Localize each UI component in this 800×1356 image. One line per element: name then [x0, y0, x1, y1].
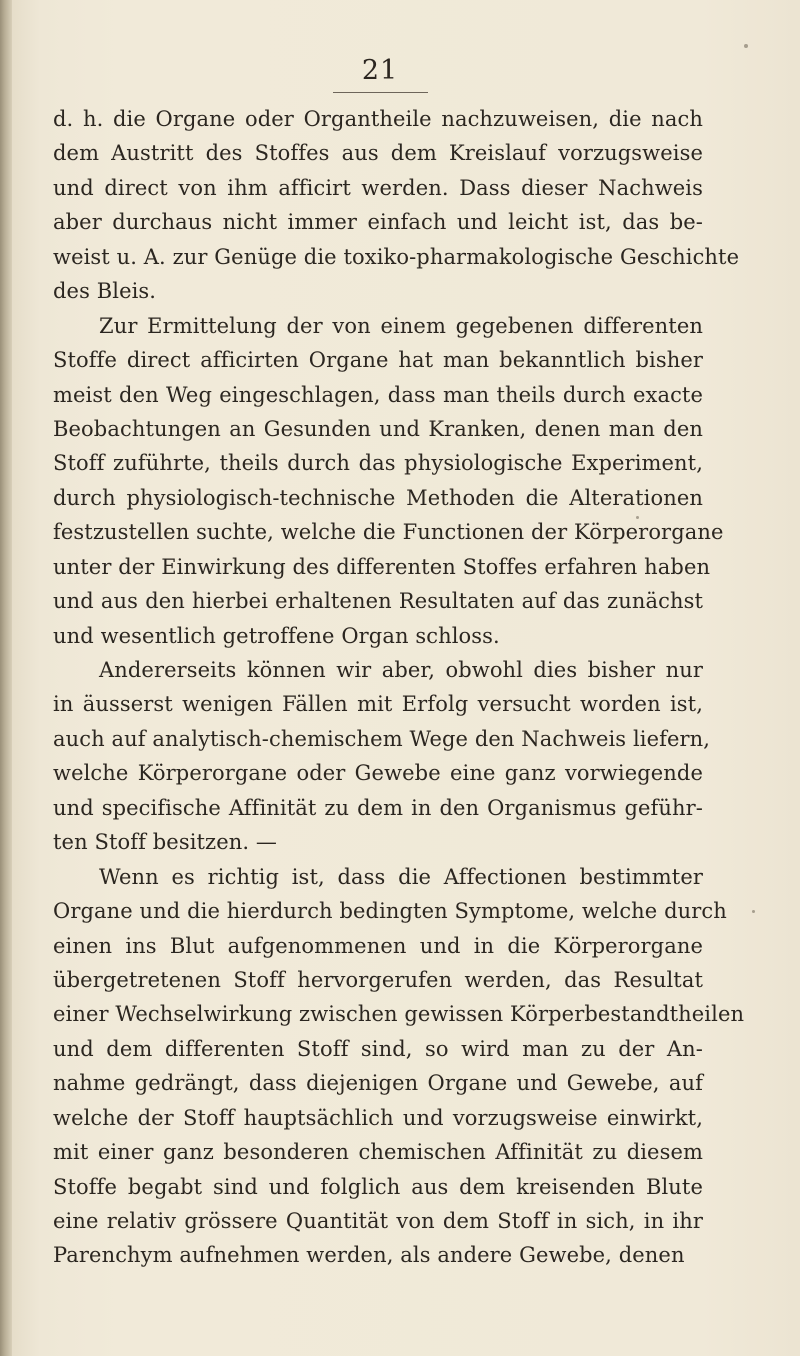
text-line: Beobachtungen an Gesunden und Kranken, denen man den [53, 416, 703, 441]
text-line: ten Stoff besitzen. — [53, 830, 278, 855]
text-line: weist u. A. zur Genüge die toxiko-pharmakologische Geschichte [53, 244, 740, 269]
text-line: und specifische Affinität zu dem in den Organismus geführ- [53, 795, 703, 820]
page-binding-edge [0, 0, 12, 1356]
text-line: und direct von ihm afficirt werden. Dass dieser Nachweis [53, 175, 703, 200]
text-line: Stoff zuführte, theils durch das physiologische Experiment, [53, 451, 703, 476]
text-line: und wesentlich getroffene Organ schloss. [53, 623, 500, 648]
text-line: durch physiologisch-technische Methoden die Alterationen [53, 485, 703, 510]
text-line: meist den Weg eingeschlagen, dass man theils durch exacte [53, 382, 703, 407]
paper-speck [752, 910, 755, 913]
page-number: 21 [361, 55, 399, 86]
paragraph [53, 653, 711, 860]
text-line: welche Körperorgane oder Gewebe eine ganz vorwiegende [53, 761, 703, 786]
text-line: dem Austritt des Stoffes aus dem Kreislauf vorzugsweise [53, 141, 703, 166]
text-line: Parenchym aufnehmen werden, als andere Gewebe, denen [53, 1243, 685, 1268]
text-line: nahme gedrängt, dass diejenigen Organe und Gewebe, auf [53, 1071, 703, 1096]
paper-speck [636, 516, 639, 519]
text-line: und dem differenten Stoff sind, so wird man zu der An- [53, 1036, 703, 1061]
text-line: des Bleis. [53, 279, 157, 304]
text-line: welche der Stoff hauptsächlich und vorzugsweise einwirkt, [53, 1105, 703, 1130]
paragraph [53, 860, 745, 1273]
paragraph [53, 309, 724, 653]
page-number-rule [333, 92, 428, 93]
text-line: Andererseits können wir aber, obwohl dies bisher nur [99, 658, 703, 682]
text-line: und aus den hierbei erhaltenen Resultaten auf das zunächst [53, 589, 703, 614]
body-text [53, 102, 745, 1273]
text-line: Stoffe direct afficirten Organe hat man bekanntlich bisher [53, 348, 703, 373]
text-line: auch auf analytisch-chemischem Wege den Nachweis liefern, [53, 726, 711, 751]
text-line: einen ins Blut aufgenommenen und in die Körperorgane [53, 933, 703, 958]
text-line: eine relativ grössere Quantität von dem Stoff in sich, in ihr [53, 1209, 703, 1233]
paper-speck [744, 44, 748, 48]
text-line: mit einer ganz besonderen chemischen Affinität zu diesem [53, 1140, 703, 1165]
text-line: aber durchaus nicht immer einfach und leicht ist, das be- [53, 210, 703, 235]
text-line: in äusserst wenigen Fällen mit Erfolg versucht worden ist, [53, 692, 703, 717]
text-line: Zur Ermittelung der von einem gegebenen differenten [99, 313, 703, 338]
text-line: d. h. die Organe oder Organtheile nachzuweisen, die nach [53, 107, 703, 131]
text-line: Wenn es richtig ist, dass die Affectionen bestimmter [99, 864, 703, 889]
text-line: festzustellen suchte, welche die Functionen der Körperorgane [53, 520, 724, 545]
text-line: Stoffe begabt sind und folglich aus dem kreisenden Blute [53, 1174, 703, 1199]
text-line: Organe und die hierdurch bedingten Symptome, welche durch [53, 899, 727, 924]
text-line: unter der Einwirkung des differenten Stoffes erfahren haben [53, 554, 711, 579]
text-line: einer Wechselwirkung zwischen gewissen Körperbestandtheilen [53, 1002, 745, 1027]
paragraph [53, 102, 740, 309]
text-line: übergetretenen Stoff hervorgerufen werden, das Resultat [53, 967, 703, 992]
